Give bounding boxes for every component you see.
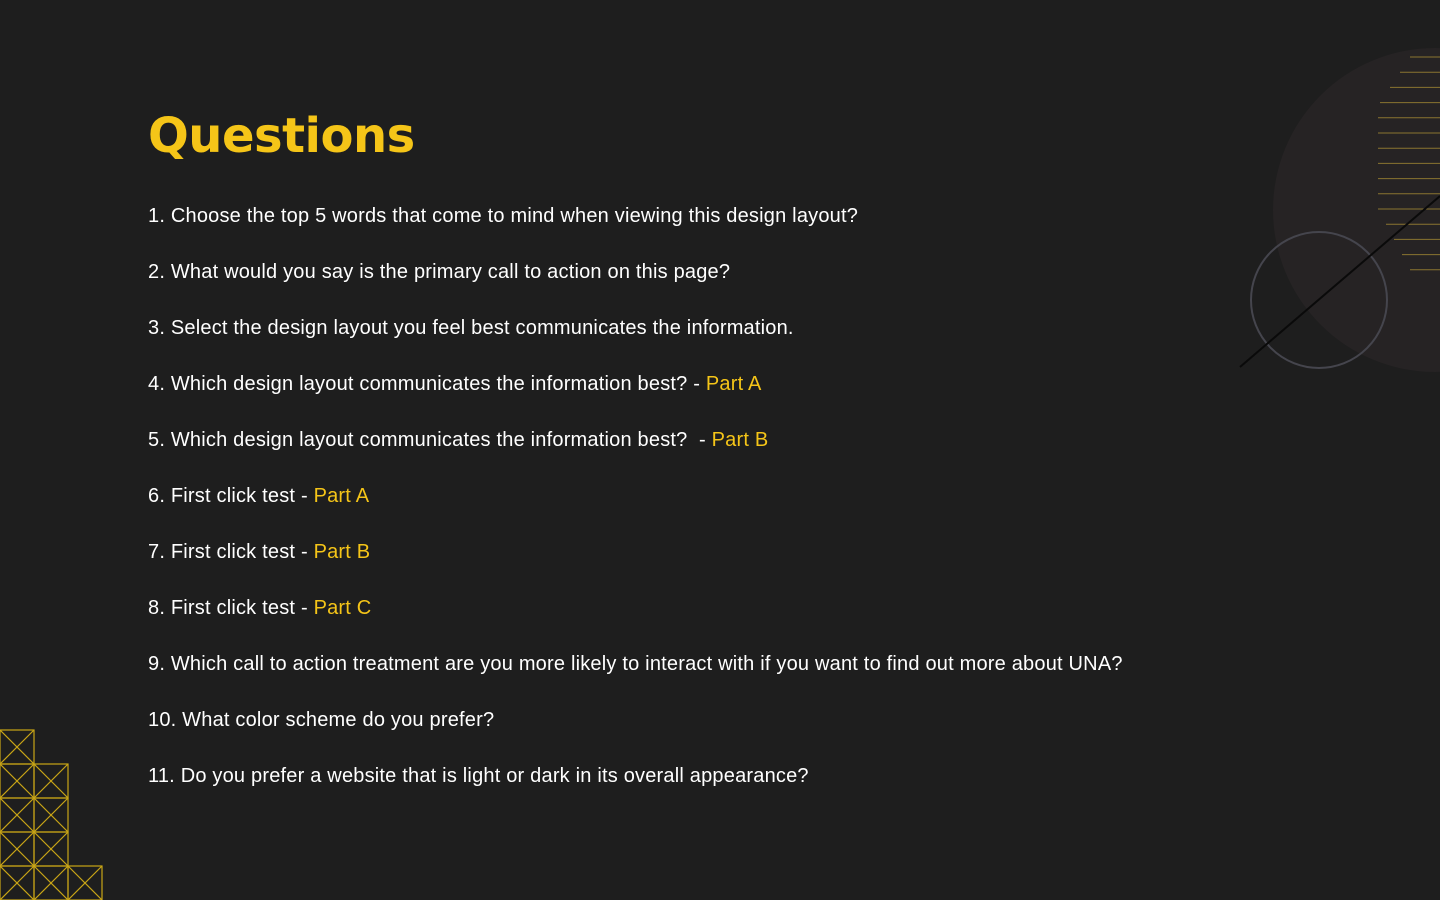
question-item (148, 648, 1123, 704)
striped-lines (1378, 57, 1440, 270)
question-item (148, 312, 1123, 368)
grid-cell (68, 866, 102, 900)
page-title: Questions (148, 108, 415, 164)
question-text: Do you prefer a website that is light or dark in its overall appearance? (180, 765, 809, 787)
question-text: Which design layout communicates the information best? (170, 429, 688, 451)
question-item (148, 536, 1123, 592)
question-text: Which call to action treatment are you more likely to interact with if you want to find out more about UNA? (170, 653, 1123, 675)
question-number: 3. (148, 317, 166, 339)
question-item (148, 368, 1123, 424)
question-number: 4. (148, 373, 166, 395)
question-part-label: Part C (313, 597, 372, 619)
grid-cells (0, 730, 102, 900)
question-part-label: Part B (711, 429, 769, 451)
question-number: 2. (148, 261, 166, 283)
question-text: Choose the top 5 words that come to mind when viewing this design layout? (170, 205, 859, 227)
question-part-label: Part B (313, 541, 371, 563)
question-text: First click test (170, 485, 296, 507)
decorative-circles-graphic (1220, 0, 1440, 380)
grid-cell (0, 764, 34, 798)
question-list (148, 200, 1123, 816)
question-item (148, 480, 1123, 536)
question-number: 8. (148, 597, 166, 619)
question-separator: - (687, 373, 706, 395)
grid-cell (34, 798, 68, 832)
question-separator: - (295, 541, 314, 563)
question-number: 5. (148, 429, 166, 451)
diagonal-line (1240, 196, 1440, 367)
question-separator: - (687, 429, 712, 451)
grid-cell (34, 866, 68, 900)
question-part-label: Part A (705, 373, 762, 395)
question-number: 7. (148, 541, 166, 563)
question-number: 1. (148, 205, 166, 227)
grid-cell (0, 730, 34, 764)
question-text: What would you say is the primary call to action on this page? (170, 261, 731, 283)
question-text: What color scheme do you prefer? (182, 709, 495, 731)
decorative-grid-graphic (0, 720, 110, 900)
question-separator: - (295, 485, 314, 507)
grid-cell (34, 764, 68, 798)
question-item (148, 200, 1123, 256)
question-item (148, 424, 1123, 480)
question-number: 6. (148, 485, 166, 507)
grid-cell (0, 798, 34, 832)
question-item (148, 760, 1123, 816)
question-text: First click test (170, 541, 296, 563)
question-text: First click test (170, 597, 296, 619)
question-item (148, 592, 1123, 648)
question-item (148, 704, 1123, 760)
grid-cell (34, 832, 68, 866)
outline-circle (1251, 232, 1387, 368)
grid-cell (0, 832, 34, 866)
question-text: Which design layout communicates the information best? (170, 373, 688, 395)
question-part-label: Part A (313, 485, 370, 507)
question-number: 11. (148, 765, 175, 787)
question-separator: - (295, 597, 314, 619)
question-item (148, 256, 1123, 312)
question-text: Select the design layout you feel best communicates the information. (170, 317, 794, 339)
large-dark-circle (1273, 48, 1440, 372)
question-number: 9. (148, 653, 166, 675)
grid-cell (0, 866, 34, 900)
question-number: 10. (148, 709, 177, 731)
